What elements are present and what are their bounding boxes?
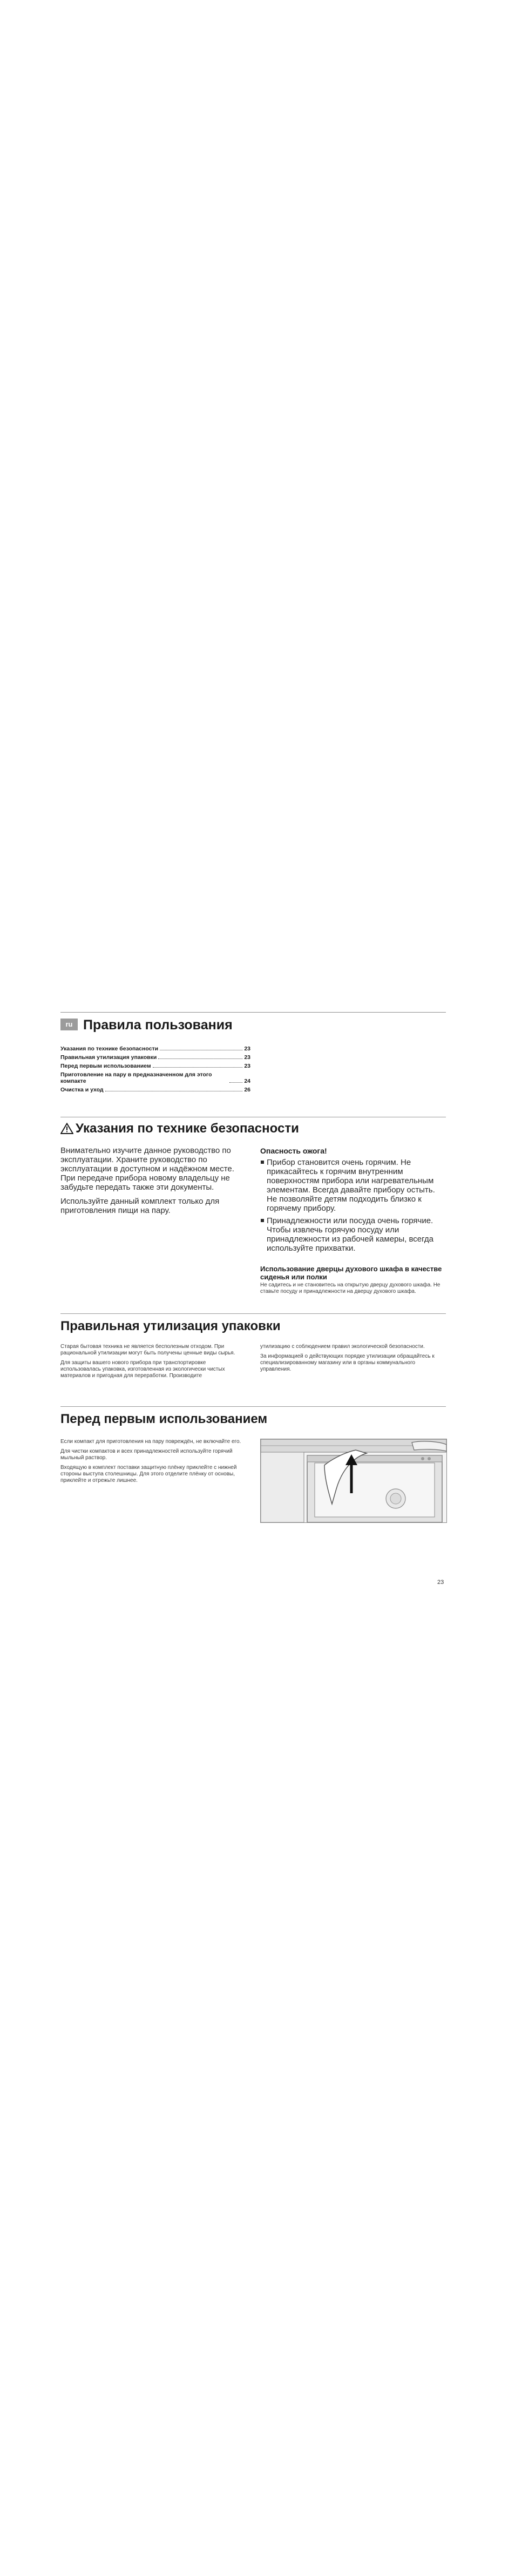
page-number: 23 xyxy=(437,1579,444,1586)
safety-paragraph: Используйте данный комплект только для приготовления пищи на пару. xyxy=(60,1197,220,1215)
toc-item-text: Указания по технике безопасности xyxy=(60,1046,159,1052)
toc-leader-dots xyxy=(153,1067,243,1068)
safety-heading xyxy=(60,1121,299,1138)
toc-item-text: Правильная утилизация упаковки xyxy=(60,1054,157,1061)
door-usage-text xyxy=(260,1282,444,1298)
page-title: Правила пользования xyxy=(83,1017,233,1033)
disposal-paragraph: Для защиты вашего нового прибора при транспортировке использовалась упаковка, изготовленная из экологически чистых материалов и пригодная для переработки. Производите xyxy=(60,1360,225,1379)
toc-item-page: 23 xyxy=(244,1046,250,1052)
section-rule xyxy=(60,1406,446,1407)
toc-item[interactable] xyxy=(60,1063,250,1069)
language-badge: ru xyxy=(60,1019,78,1030)
door-usage-heading: Использование дверцы духового шкафа в качестве сиденья или полки xyxy=(260,1265,442,1281)
protective-film-illustration xyxy=(260,1439,447,1523)
toc-leader-dots xyxy=(229,1082,242,1083)
list-item: Прибор становится очень горячим. Не прикасайтесь к горячим внутренним поверхностям прибора или нагревательным элементам. Всегда давайте прибору остыть. Не позволяйте детям подходить близко к горячему прибору. xyxy=(260,1158,444,1213)
warning-triangle-icon xyxy=(60,1123,73,1138)
first-use-paragraph: Если компакт для приготовления на пару повреждён, не включайте его. xyxy=(60,1439,241,1445)
disposal-heading: Правильная утилизация упаковки xyxy=(60,1319,281,1333)
disposal-paragraph: Старая бытовая техника не является бесполезным отходом. При рациональной утилизации могут быть получены ценные виды сырья. xyxy=(60,1344,235,1356)
safety-heading-text: Указания по технике безопасности xyxy=(76,1121,299,1136)
disposal-paragraph: утилизацию с соблюдением правил экологической безопасности. xyxy=(260,1344,425,1350)
toc-item[interactable] xyxy=(60,1054,250,1061)
disposal-right-column xyxy=(260,1344,444,1376)
toc-leader-dots xyxy=(158,1058,242,1059)
disposal-left-column xyxy=(60,1344,244,1383)
toc-item-text: Перед первым использованием xyxy=(60,1063,151,1069)
disposal-paragraph: За информацией о действующих порядке утилизации обращайтесь к специализированному магазину или в органы коммунального управления. xyxy=(260,1353,435,1372)
toc-item[interactable] xyxy=(60,1087,250,1093)
list-item: Принадлежности или посуда очень горячие. Чтобы извлечь горячую посуду или принадлежности из рабочей камеры, всегда используйте прихватки. xyxy=(260,1216,444,1253)
toc-item-page: 26 xyxy=(244,1087,250,1093)
toc-item[interactable] xyxy=(60,1046,250,1052)
film-diagram xyxy=(261,1439,446,1522)
toc-item-page: 23 xyxy=(244,1054,250,1061)
toc-item-text: Приготовление на пару в предназначенном для этого компакте xyxy=(60,1071,212,1084)
safety-paragraph: Внимательно изучите данное руководство по эксплуатации. Храните руководство по эксплуатации в доступном и надёжном месте. При передаче прибора новому владельцу не забудьте передать также эти документы. xyxy=(60,1146,234,1192)
first-use-paragraph: Входящую в комплект поставки защитную плёнку приклейте с нижней стороны выступа столешницы. Для этого отделите плёнку от основы, приклейте и отрежьте лишнее. xyxy=(60,1465,237,1483)
section-rule xyxy=(60,1313,446,1314)
toc-item-page: 23 xyxy=(244,1063,250,1069)
first-use-paragraph: Для чистки компактов и всех принадлежностей используйте горячий мыльный раствор. xyxy=(60,1448,233,1461)
header-rule xyxy=(60,1012,446,1013)
toc-item-page: 24 xyxy=(244,1078,250,1084)
first-use-text xyxy=(60,1439,244,1487)
table-of-contents xyxy=(60,1046,250,1095)
burn-danger-heading: Опасность ожога! xyxy=(260,1147,327,1155)
burn-danger-list xyxy=(260,1158,444,1256)
door-usage-paragraph: Не садитесь и не становитесь на открытую дверцу духового шкафа. Не ставьте посуду и принадлежности на дверцу духового шкафа. xyxy=(260,1282,441,1294)
safety-intro xyxy=(60,1146,244,1220)
first-use-heading: Перед первым использованием xyxy=(60,1412,268,1426)
toc-item[interactable] xyxy=(60,1071,250,1084)
toc-item-text: Очистка и уход xyxy=(60,1087,104,1093)
